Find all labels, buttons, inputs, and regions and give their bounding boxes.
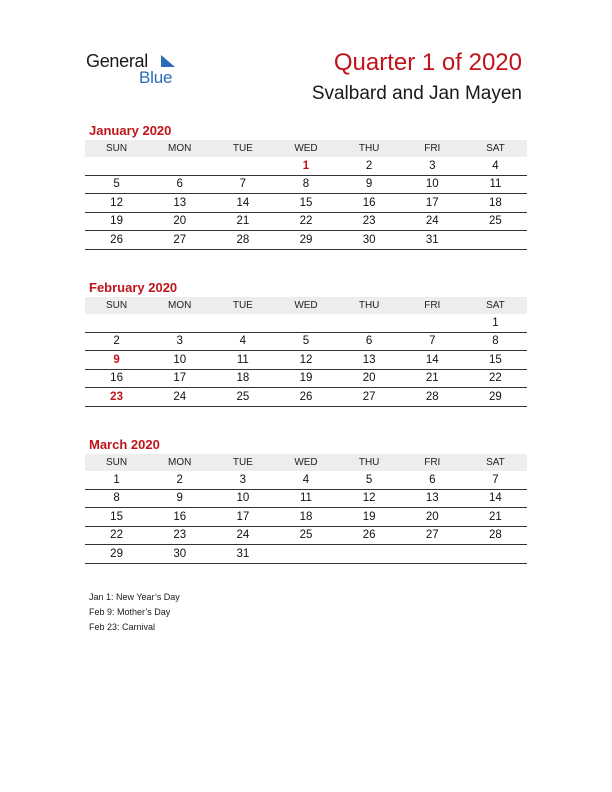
month-calendar-table [85, 297, 527, 407]
day-cell: 28 [401, 388, 464, 407]
weekday-header: TUE [211, 140, 274, 157]
day-cell [85, 314, 148, 332]
day-cell [338, 314, 401, 332]
weekday-header: TUE [211, 297, 274, 314]
month-calendar-table [85, 140, 527, 250]
day-cell: 7 [211, 175, 274, 194]
week-row [85, 351, 527, 370]
day-cell: 24 [211, 526, 274, 545]
day-cell: 30 [148, 545, 211, 564]
day-cell: 7 [401, 332, 464, 351]
weekday-header-row [85, 454, 527, 471]
month-title: March 2020 [89, 437, 160, 452]
month-calendar-table [85, 454, 527, 564]
day-cell: 9 [85, 351, 148, 370]
month-block-february [85, 279, 527, 407]
day-cell [148, 314, 211, 332]
day-cell: 1 [274, 157, 337, 175]
day-cell: 22 [85, 526, 148, 545]
logo-triangle-icon [161, 55, 175, 67]
day-cell: 19 [338, 508, 401, 527]
day-cell: 10 [401, 175, 464, 194]
holiday-notes [89, 590, 180, 635]
day-cell: 28 [211, 231, 274, 250]
day-cell: 27 [148, 231, 211, 250]
day-cell: 5 [338, 471, 401, 489]
day-cell [401, 314, 464, 332]
week-row [85, 314, 527, 332]
day-cell: 22 [274, 212, 337, 231]
day-cell [338, 545, 401, 564]
generalblue-logo [86, 50, 196, 90]
day-cell: 11 [274, 489, 337, 508]
holiday-note: Jan 1: New Year’s Day [89, 592, 180, 602]
day-cell: 21 [401, 369, 464, 388]
weekday-header: SAT [464, 140, 527, 157]
weekday-header: MON [148, 140, 211, 157]
day-cell: 9 [148, 489, 211, 508]
day-cell: 31 [211, 545, 274, 564]
week-row [85, 388, 527, 407]
day-cell: 20 [338, 369, 401, 388]
weekday-header-row [85, 297, 527, 314]
week-row [85, 157, 527, 175]
day-cell: 6 [338, 332, 401, 351]
day-cell: 1 [85, 471, 148, 489]
day-cell: 29 [85, 545, 148, 564]
week-row [85, 175, 527, 194]
week-row [85, 489, 527, 508]
day-cell: 23 [85, 388, 148, 407]
day-cell [464, 231, 527, 250]
day-cell: 14 [464, 489, 527, 508]
day-cell: 20 [401, 508, 464, 527]
day-cell: 21 [464, 508, 527, 527]
day-cell: 10 [148, 351, 211, 370]
day-cell [401, 545, 464, 564]
day-cell: 30 [338, 231, 401, 250]
logo-text-general: General [86, 51, 148, 71]
day-cell: 18 [274, 508, 337, 527]
day-cell: 26 [85, 231, 148, 250]
weekday-header: SUN [85, 454, 148, 471]
weekday-header: WED [274, 454, 337, 471]
week-row [85, 194, 527, 213]
day-cell: 17 [211, 508, 274, 527]
weekday-header: TUE [211, 454, 274, 471]
day-cell: 9 [338, 175, 401, 194]
weekday-header: SUN [85, 297, 148, 314]
day-cell: 24 [401, 212, 464, 231]
day-cell: 15 [464, 351, 527, 370]
weekday-header: THU [338, 454, 401, 471]
day-cell: 6 [148, 175, 211, 194]
weekday-header: FRI [401, 297, 464, 314]
day-cell: 29 [274, 231, 337, 250]
day-cell: 16 [85, 369, 148, 388]
day-cell: 16 [338, 194, 401, 213]
week-row [85, 369, 527, 388]
day-cell: 5 [85, 175, 148, 194]
week-row [85, 212, 527, 231]
day-cell: 4 [211, 332, 274, 351]
day-cell: 18 [211, 369, 274, 388]
day-cell: 23 [148, 526, 211, 545]
week-row [85, 526, 527, 545]
day-cell: 1 [464, 314, 527, 332]
week-row [85, 471, 527, 489]
month-title: January 2020 [89, 123, 172, 138]
day-cell: 20 [148, 212, 211, 231]
weekday-header: FRI [401, 454, 464, 471]
weekday-header: SAT [464, 454, 527, 471]
week-row [85, 508, 527, 527]
holiday-note: Feb 23: Carnival [89, 622, 156, 632]
day-cell: 14 [401, 351, 464, 370]
day-cell: 15 [85, 508, 148, 527]
day-cell: 6 [401, 471, 464, 489]
day-cell: 2 [338, 157, 401, 175]
page-title: Quarter 1 of 2020 [333, 49, 522, 76]
day-cell: 16 [148, 508, 211, 527]
weekday-header: THU [338, 140, 401, 157]
day-cell: 25 [274, 526, 337, 545]
weekday-header: MON [148, 454, 211, 471]
day-cell: 26 [274, 388, 337, 407]
day-cell: 13 [148, 194, 211, 213]
day-cell [211, 157, 274, 175]
day-cell: 5 [274, 332, 337, 351]
day-cell: 22 [464, 369, 527, 388]
day-cell [274, 314, 337, 332]
day-cell: 3 [211, 471, 274, 489]
weekday-header: SUN [85, 140, 148, 157]
day-cell: 7 [464, 471, 527, 489]
day-cell: 13 [338, 351, 401, 370]
day-cell: 17 [401, 194, 464, 213]
day-cell: 27 [338, 388, 401, 407]
day-cell: 18 [464, 194, 527, 213]
day-cell: 12 [85, 194, 148, 213]
day-cell: 11 [464, 175, 527, 194]
day-cell: 31 [401, 231, 464, 250]
day-cell: 15 [274, 194, 337, 213]
week-row [85, 545, 527, 564]
day-cell: 10 [211, 489, 274, 508]
day-cell: 24 [148, 388, 211, 407]
day-cell [85, 157, 148, 175]
day-cell: 4 [464, 157, 527, 175]
week-row [85, 332, 527, 351]
weekday-header: THU [338, 297, 401, 314]
day-cell: 12 [274, 351, 337, 370]
month-title: February 2020 [89, 280, 178, 295]
weekday-header: FRI [401, 140, 464, 157]
weekday-header: WED [274, 297, 337, 314]
day-cell: 28 [464, 526, 527, 545]
day-cell: 13 [401, 489, 464, 508]
day-cell [274, 545, 337, 564]
weekday-header: SAT [464, 297, 527, 314]
month-block-march [85, 436, 527, 564]
day-cell: 8 [274, 175, 337, 194]
day-cell: 14 [211, 194, 274, 213]
day-cell: 25 [211, 388, 274, 407]
day-cell: 23 [338, 212, 401, 231]
day-cell [148, 157, 211, 175]
weekday-header-row [85, 140, 527, 157]
day-cell: 8 [464, 332, 527, 351]
day-cell: 21 [211, 212, 274, 231]
day-cell: 29 [464, 388, 527, 407]
day-cell: 3 [148, 332, 211, 351]
day-cell: 25 [464, 212, 527, 231]
day-cell: 8 [85, 489, 148, 508]
day-cell: 19 [274, 369, 337, 388]
day-cell: 2 [85, 332, 148, 351]
country-name: Svalbard and Jan Mayen [311, 83, 522, 104]
holiday-note: Feb 9: Mother’s Day [89, 607, 171, 617]
day-cell [464, 545, 527, 564]
month-block-january [85, 122, 527, 250]
day-cell: 2 [148, 471, 211, 489]
day-cell: 4 [274, 471, 337, 489]
day-cell: 26 [338, 526, 401, 545]
day-cell: 11 [211, 351, 274, 370]
weekday-header: WED [274, 140, 337, 157]
day-cell: 19 [85, 212, 148, 231]
day-cell: 12 [338, 489, 401, 508]
day-cell: 17 [148, 369, 211, 388]
week-row [85, 231, 527, 250]
day-cell: 27 [401, 526, 464, 545]
weekday-header: MON [148, 297, 211, 314]
day-cell [211, 314, 274, 332]
logo-text-blue: Blue [139, 68, 173, 87]
day-cell: 3 [401, 157, 464, 175]
